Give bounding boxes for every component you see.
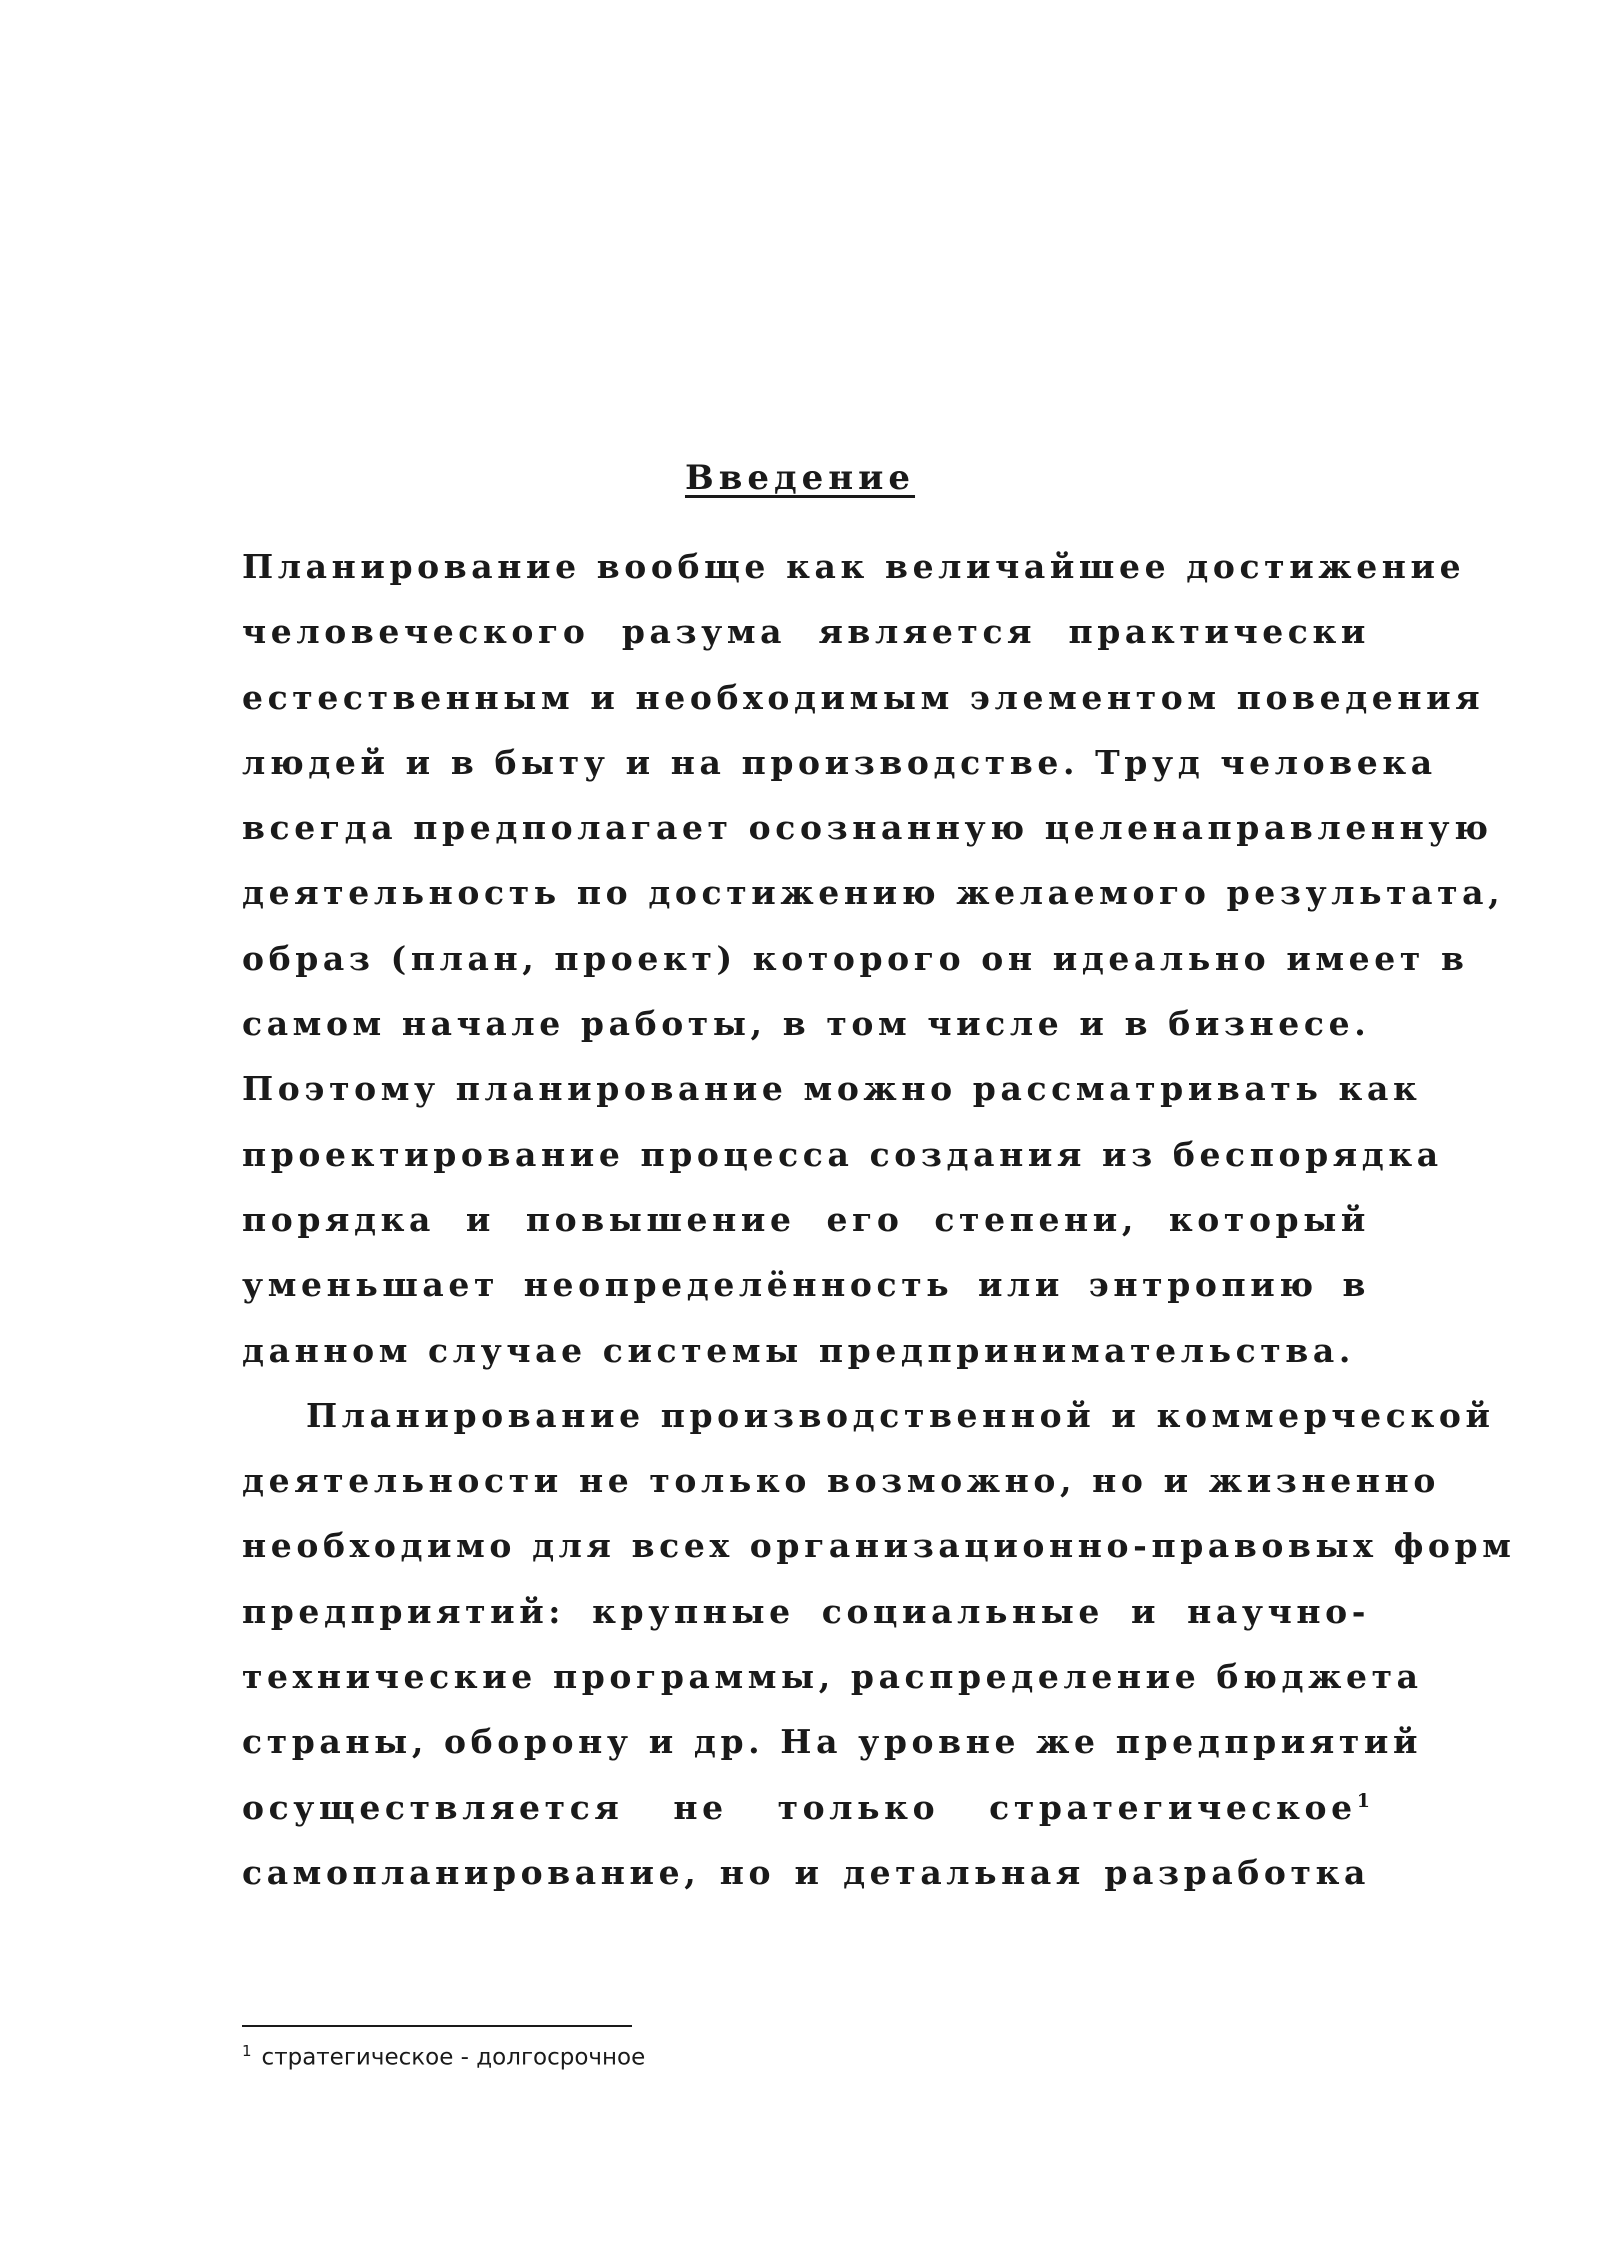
text-line: Поэтому планирование можно рассматривать как [242, 1069, 1422, 1109]
text-line: необходимо для всех организационно-правовых форм [242, 1526, 1516, 1566]
title-text: Введение [684, 458, 916, 498]
text-line: предприятий: крупные социальные и научно- [242, 1591, 1370, 1631]
text-line: естественным и необходимым элементом поведения [242, 677, 1485, 717]
text-line: проектирование процесса создания из беспорядка [242, 1134, 1443, 1174]
text-line: человеческого разума является практически [242, 612, 1370, 652]
text-line: Планирование производственной и коммерческой [306, 1395, 1495, 1435]
text-line-with-footnote [242, 1775, 1370, 1840]
footnote-marker: 1 [242, 2042, 252, 2060]
text-line: самом начале работы, в том числе и в бизнесе. [242, 1004, 1371, 1044]
text-line: страны, оборону и др. На уровне же предприятий [242, 1722, 1423, 1762]
text-line: данном случае системы предпринимательства. [242, 1330, 1355, 1370]
footnote-reference[interactable]: 1 [1356, 1789, 1370, 1812]
footnote [242, 2042, 645, 2071]
page-title [0, 452, 1600, 504]
text-line: самопланирование, но и детальная разработка [242, 1852, 1370, 1892]
body-text [242, 534, 1516, 1905]
text-line: всегда предполагает осознанную целенаправленную [242, 808, 1493, 848]
text-line-content: осуществляется не только стратегическое [242, 1787, 1357, 1827]
footnote-text: стратегическое - долгосрочное [261, 2044, 646, 2071]
text-line: Планирование вообще как величайшее достижение [242, 547, 1466, 586]
text-line: уменьшает неопределённость или энтропию в [242, 1265, 1370, 1305]
text-line: образ (план, проект) которого он идеально имеет в [242, 938, 1469, 978]
text-line: технические программы, распределение бюджета [242, 1657, 1423, 1697]
footnote-separator [242, 2025, 632, 2027]
text-line: деятельность по достижению желаемого результата, [242, 873, 1505, 913]
text-line: людей и в быту и на производстве. Труд человека [242, 742, 1437, 782]
text-line: деятельности не только возможно, но и жизненно [242, 1461, 1440, 1501]
text-line: порядка и повышение его степени, который [242, 1199, 1370, 1239]
